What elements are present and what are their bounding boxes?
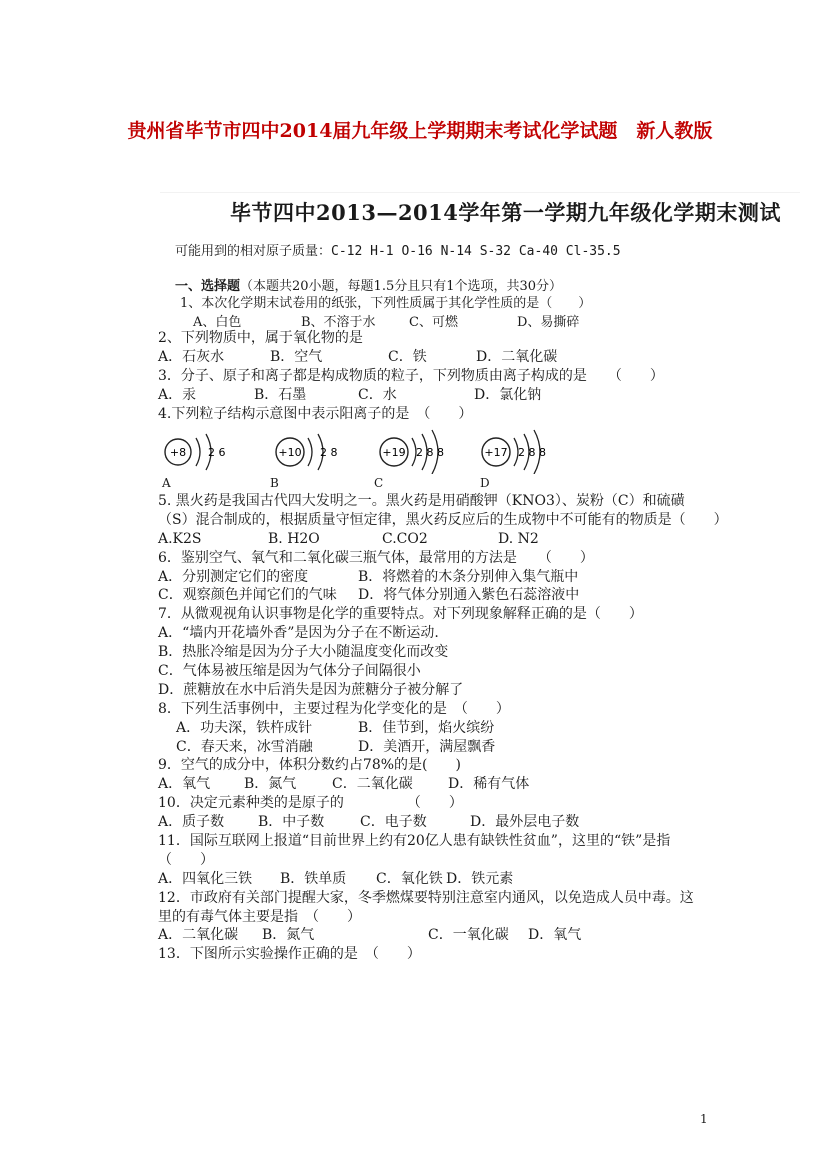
- exam-header: 毕节四中2013—2014学年第一学期九年级化学期末测试: [230, 200, 781, 225]
- section-note: （本题共20小题，每题1.5分且只有1个选项，共30分）: [240, 279, 563, 294]
- question-9-options: [158, 775, 728, 794]
- svg-text:+10: +10: [278, 446, 302, 459]
- question-7-stem: 7．从微观视角认识事物是化学的重要特点。对下列现象解释正确的是（ ）: [158, 606, 643, 623]
- option: A．分别测定它们的密度: [158, 568, 309, 585]
- question-11-options: [158, 870, 728, 889]
- diagram-caption: D: [480, 476, 490, 490]
- option: D．蔗糖放在水中后消失是因为蔗糖分子被分解了: [158, 681, 464, 698]
- option: B．铁单质: [280, 870, 347, 887]
- question-11-stem-line-1: 11．国际互联网上报道“目前世界上约有20亿人患有缺铁性贫血”，这里的“铁”是指: [158, 833, 671, 850]
- question-13-stem: 13．下图所示实验操作正确的是 （ ）: [158, 946, 421, 963]
- option: D. N2: [498, 530, 539, 547]
- option: A．汞: [158, 386, 197, 403]
- option: A．二氧化碳: [158, 927, 239, 944]
- question-3-options: [158, 386, 728, 405]
- option: C、可燃: [409, 315, 458, 330]
- svg-text:2 6: 2 6: [208, 446, 226, 459]
- question-1-options: [193, 311, 633, 330]
- option: C．一氧化碳: [428, 927, 509, 944]
- option: D．氧气: [528, 927, 582, 944]
- atomic-masses: 可能用到的相对原子质量：C-12 H-1 O-16 N-14 S-32 Ca-40 Cl-35.5: [175, 244, 621, 259]
- svg-text:2 8: 2 8: [320, 446, 338, 459]
- option: A．功夫深，铁杵成针: [176, 719, 313, 736]
- question-1-stem: 1、本次化学期末试卷用的纸张，下列性质属于其化学性质的是（ ）: [180, 296, 592, 311]
- particle-a-icon: [158, 424, 248, 474]
- option: B．中子数: [258, 814, 325, 831]
- question-12-options: [158, 926, 728, 945]
- question-11-stem-line-2: （ ）: [158, 851, 214, 868]
- option: D．将气体分别通入紫色石蕊溶液中: [358, 587, 580, 604]
- option: C.CO2: [382, 530, 428, 547]
- option: B．氮气: [244, 776, 297, 793]
- option: A．氧气: [158, 776, 211, 793]
- particle-diagram-c: [370, 424, 460, 494]
- question-body: [158, 329, 728, 423]
- question-4-stem: 4.下列粒子结构示意图中表示阳离子的是 （ ）: [158, 405, 473, 422]
- question-12-stem-line-2: 里的有毒气体主要是指 （ ）: [158, 908, 361, 925]
- option: D、易撕碎: [517, 315, 580, 330]
- page-number: 1: [700, 1112, 708, 1126]
- option: A．质子数: [158, 814, 225, 831]
- option: B．热胀冷缩是因为分子大小随温度变化而改变: [158, 644, 449, 661]
- option: C．氧化铁: [376, 870, 443, 887]
- option: A．“墙内开花墙外香”是因为分子在不断运动.: [158, 625, 439, 642]
- question-5-options: [158, 530, 728, 549]
- option: A．石灰水: [158, 348, 225, 365]
- option: C．气体易被压缩是因为气体分子间隔很小: [158, 663, 421, 680]
- svg-text:+19: +19: [382, 446, 406, 459]
- question-6-stem: 6．鉴别空气、氧气和二氧化碳三瓶气体，最常用的方法是 （ ）: [158, 549, 594, 566]
- question-12-stem-line-1: 12．市政府有关部门提醒大家，冬季燃煤要特别注意室内通风，以免造成人员中毒。这: [158, 889, 694, 906]
- question-body-continued: [158, 492, 728, 964]
- question-8-options-ab: [158, 719, 728, 738]
- question-2-options: [158, 348, 728, 367]
- option: D．稀有气体: [448, 776, 530, 793]
- question-5-stem-line-2: （S）混合制成的，根据质量守恒定律，黑火药反应后的生成物中不可能有的物质是（ ）: [158, 511, 728, 528]
- option: A.K2S: [158, 530, 202, 547]
- svg-text:+17: +17: [484, 446, 508, 459]
- option: B．氮气: [262, 927, 315, 944]
- question-10-stem: 10．决定元素种类的是原子的 （ ）: [158, 795, 463, 812]
- question-10-options: [158, 813, 728, 832]
- particle-d-icon: [476, 424, 576, 474]
- question-9-stem: 9．空气的成分中，体积分数约占78%的是( ): [158, 757, 461, 774]
- option: B．将燃着的木条分别伸入集气瓶中: [358, 568, 579, 585]
- option: B．空气: [270, 348, 323, 365]
- document-title: 贵州省毕节市四中2014届九年级上学期期末考试化学试题 新人教版: [127, 120, 713, 142]
- svg-text:2 8 8: 2 8 8: [518, 446, 546, 459]
- question-6-options-cd: [158, 586, 728, 605]
- scan-edge: [160, 192, 800, 193]
- option: B．石墨: [254, 386, 307, 403]
- option: C．水: [358, 386, 397, 403]
- particle-diagram-b: [266, 424, 356, 494]
- section-label: 一、选择题: [175, 279, 241, 294]
- option: A、白色: [193, 315, 242, 330]
- option: D．氯化钠: [474, 386, 542, 403]
- particle-structure-diagrams: [158, 424, 558, 494]
- question-2-stem: 2、下列物质中，属于氧化物的是: [158, 330, 363, 346]
- question-8-options-cd: [158, 738, 728, 757]
- option: D．最外层电子数: [470, 814, 580, 831]
- question-6-options-ab: [158, 568, 728, 587]
- question-5-stem-line-1: 5. 黑火药是我国古代四大发明之一。黑火药是用硝酸钾（KNO3）、炭粉（C）和硫磺: [158, 493, 685, 509]
- particle-diagram-d: [476, 424, 566, 494]
- svg-text:+8: +8: [169, 446, 187, 459]
- option: A．四氧化三铁: [158, 870, 253, 887]
- question-8-stem: 8．下列生活事例中，主要过程为化学变化的是 （ ）: [158, 700, 510, 717]
- option: C．电子数: [360, 814, 427, 831]
- option: C．春天来，冰雪消融: [176, 738, 313, 755]
- svg-text:2 8 8: 2 8 8: [416, 446, 444, 459]
- particle-c-icon: [370, 424, 470, 474]
- option: C．观察颜色并闻它们的气味: [158, 587, 337, 604]
- option: C．铁: [388, 348, 427, 365]
- option: D．二氧化碳: [476, 348, 558, 365]
- option: B．佳节到，焰火缤纷: [358, 719, 495, 736]
- particle-b-icon: [266, 424, 356, 474]
- option: B. H2O: [268, 530, 320, 547]
- particle-diagram-a: [158, 424, 248, 494]
- option: D．铁元素: [446, 870, 514, 887]
- option: B、不溶于水: [301, 315, 376, 330]
- diagram-caption: C: [374, 476, 384, 490]
- option: C．二氧化碳: [332, 776, 413, 793]
- diagram-caption: B: [270, 476, 279, 490]
- question-3-stem: 3．分子、原子和离子都是构成物质的粒子，下列物质由离子构成的是 （ ）: [158, 367, 664, 384]
- diagram-caption: A: [162, 476, 171, 490]
- option: D．美酒开，满屋飘香: [358, 738, 496, 755]
